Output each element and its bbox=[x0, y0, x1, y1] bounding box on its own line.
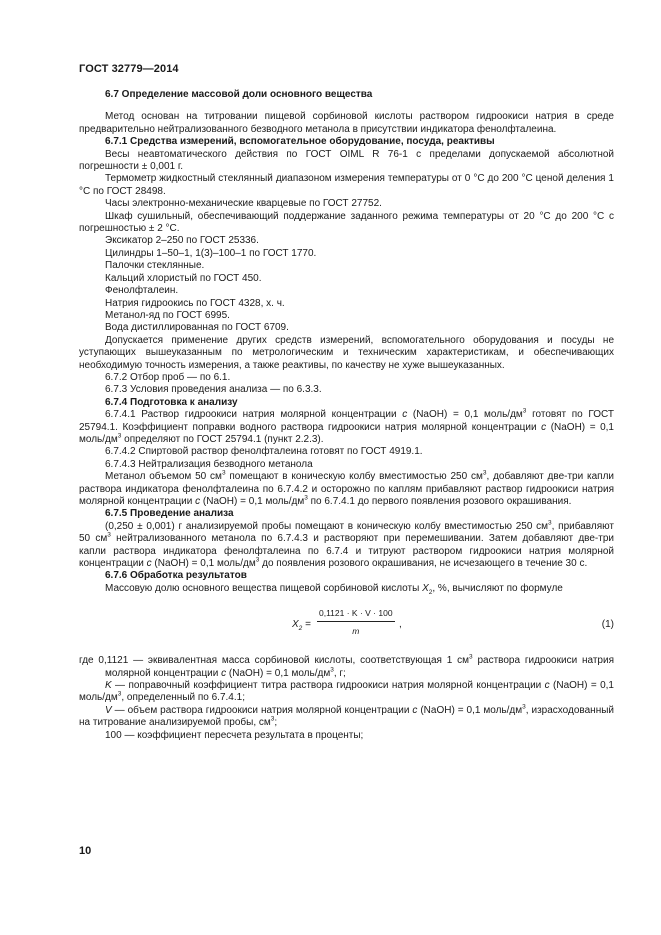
formula-numerator: 0,1121 · K · V · 100 bbox=[317, 607, 395, 621]
equipment-item: Кальций хлористый по ГОСТ 450. bbox=[105, 272, 262, 284]
formula-1: $X_2$ = $\frac{0,1121 \cdot K \cdot V \cdot 100}{m}$ , (1) bbox=[292, 608, 614, 636]
subsection-6-7-6-title: 6.7.6 Обработка результатов bbox=[105, 570, 247, 582]
paragraph-6-7-6: Массовую долю основного вещества пищевой сорбиновой кислоты $X_2$, %, вычисляют по формуле bbox=[105, 582, 563, 596]
paragraph-6-7-4-1: 6.7.4.1 Раствор гидроокиси натрия молярной концентрации с (NaOH) = 0,1 моль/$дм^3$ готовят по ГОСТ 25794.1. Коэффициент поправки водного раствора гидроокиси натрия молярной концентрации с (NaOH) = 0,1 моль/$дм^3$ определяют по ГОСТ 25794.1 (пункт 2.2.3). bbox=[79, 407, 614, 445]
equipment-item: Весы неавтоматического действия по ГОСТ OIML R 76-1 с пределами допускаемой абсолютной погрешности ± 0,001 г. bbox=[79, 148, 614, 173]
where-v: V — объем раствора гидроокиси натрия молярной концентрации с (NaOH) = 0,1 моль/$дм^3$, израсходованный на титрование анализируемой пробы, $см^3$; bbox=[79, 703, 614, 729]
equipment-item: Метанол-яд по ГОСТ 6995. bbox=[105, 309, 230, 321]
section-intro: Метод основан на титровании пищевой сорбиновой кислоты раствором гидроокиси натрия в среде предварительно нейтрализованного безводного метанола в присутствии индикатора фенолфталеина. bbox=[79, 111, 614, 135]
subsection-6-7-5-title: 6.7.5 Проведение анализа bbox=[105, 508, 234, 520]
paragraph-6-7-5: (0,250 ± 0,001) г анализируемой пробы помещают в коническую колбу вместимостью 250 $см^3$, прибавляют 50 $см^3$ нейтрализованного метанола по 6.7.4.3 и растворяют при перемешивании. Затем добавляют две-три капли раствора индикатора фенолфталеина по 6.7.4 и титруют раствором гидроокиси натрия молярной концентрации с (NaOH) = 0,1 моль/$дм^3$ до появления розового окрашивания, не исчезающего в течение 30 с. bbox=[79, 519, 615, 570]
section-6-7-title: 6.7 Определение массовой доли основного вещества bbox=[105, 89, 373, 100]
equipment-item: Вода дистиллированная по ГОСТ 6709. bbox=[105, 322, 289, 334]
paragraph-6-7-4-3-title: 6.7.4.3 Нейтрализация безводного метанола bbox=[105, 458, 313, 470]
equipment-item: Шкаф сушильный, обеспечивающий поддержание заданного режима температуры от 20 °С до 200 °С с погрешностью ± 2 °С. bbox=[79, 210, 614, 235]
formula-number: (1) bbox=[601, 619, 614, 631]
formula-denominator: m bbox=[352, 625, 360, 636]
equipment-substitution-note: Допускается применение других средств измерений, вспомогательного оборудования и посуды не уступающих вышеуказанным по метрологическим и техническим характеристикам, и обеспечивающих необходимую точность измерения, а также реактивы, по качеству не хуже вышеуказанных. bbox=[79, 334, 614, 371]
subsection-6-7-4-title: 6.7.4 Подготовка к анализу bbox=[105, 396, 238, 408]
equipment-item: Палочки стеклянные. bbox=[105, 260, 205, 272]
formula-lhs: $X_2$ = bbox=[292, 619, 311, 633]
where-k: K — поправочный коэффициент титра раствора гидроокиси натрия молярной концентрации с (NaOH) = 0,1 моль/$дм^3$, определенный по 6.7.4.1; bbox=[79, 680, 614, 704]
equipment-item: Цилиндры 1–50–1, 1(3)–100–1 по ГОСТ 1770. bbox=[105, 247, 317, 259]
subsection-6-7-3: 6.7.3 Условия проведения анализа — по 6.3.3. bbox=[105, 384, 322, 396]
subsection-6-7-2: 6.7.2 Отбор проб — по 6.1. bbox=[105, 371, 231, 383]
equipment-item: Натрия гидроокись по ГОСТ 4328, х. ч. bbox=[105, 297, 285, 309]
document-body bbox=[79, 89, 614, 742]
formula-fraction bbox=[317, 607, 395, 637]
page-number: 10 bbox=[79, 845, 92, 857]
document-header: ГОСТ 32779—2014 bbox=[79, 63, 179, 75]
paragraph-6-7-4-2: 6.7.4.2 Спиртовой раствор фенолфталеина готовят по ГОСТ 4919.1. bbox=[105, 446, 423, 458]
paragraph-6-7-4-3: Метанол объемом 50 $см^3$ помещают в коническую колбу вместимостью 250 $см^3$, добавляют две-три капли раствора индикатора фенолфталеина по 6.7.4.2 и осторожно по каплям прибавляют раствор гидроокиси натрия молярной концентрации с (NaOH) = 0,1 моль/$дм^3$ по 6.7.4.1 до первого появления розового окрашивания. bbox=[79, 469, 614, 507]
equipment-item: Фенолфталеин. bbox=[105, 285, 179, 297]
equipment-item: Термометр жидкостный стеклянный диапазоном измерения температуры от 0 °С до 200 °С ценой деления 1 °С по ГОСТ 28498. bbox=[79, 173, 614, 197]
subsection-6-7-1-title: 6.7.1 Средства измерений, вспомогательное оборудование, посуда, реактивы bbox=[105, 136, 495, 148]
equipment-item: Часы электронно-механические кварцевые по ГОСТ 27752. bbox=[105, 198, 382, 210]
where-0-1121: где 0,1121 — эквивалентная масса сорбиновой кислоты, соответствующая 1 $см^3$ раствора гидроокиси натрия молярной концентрации с (NaOH) = 0,1 моль/$дм^3$, г; bbox=[79, 653, 614, 679]
where-100: 100 — коэффициент пересчета результата в проценты; bbox=[105, 729, 364, 741]
equipment-item: Эксикатор 2–250 по ГОСТ 25336. bbox=[105, 235, 259, 247]
